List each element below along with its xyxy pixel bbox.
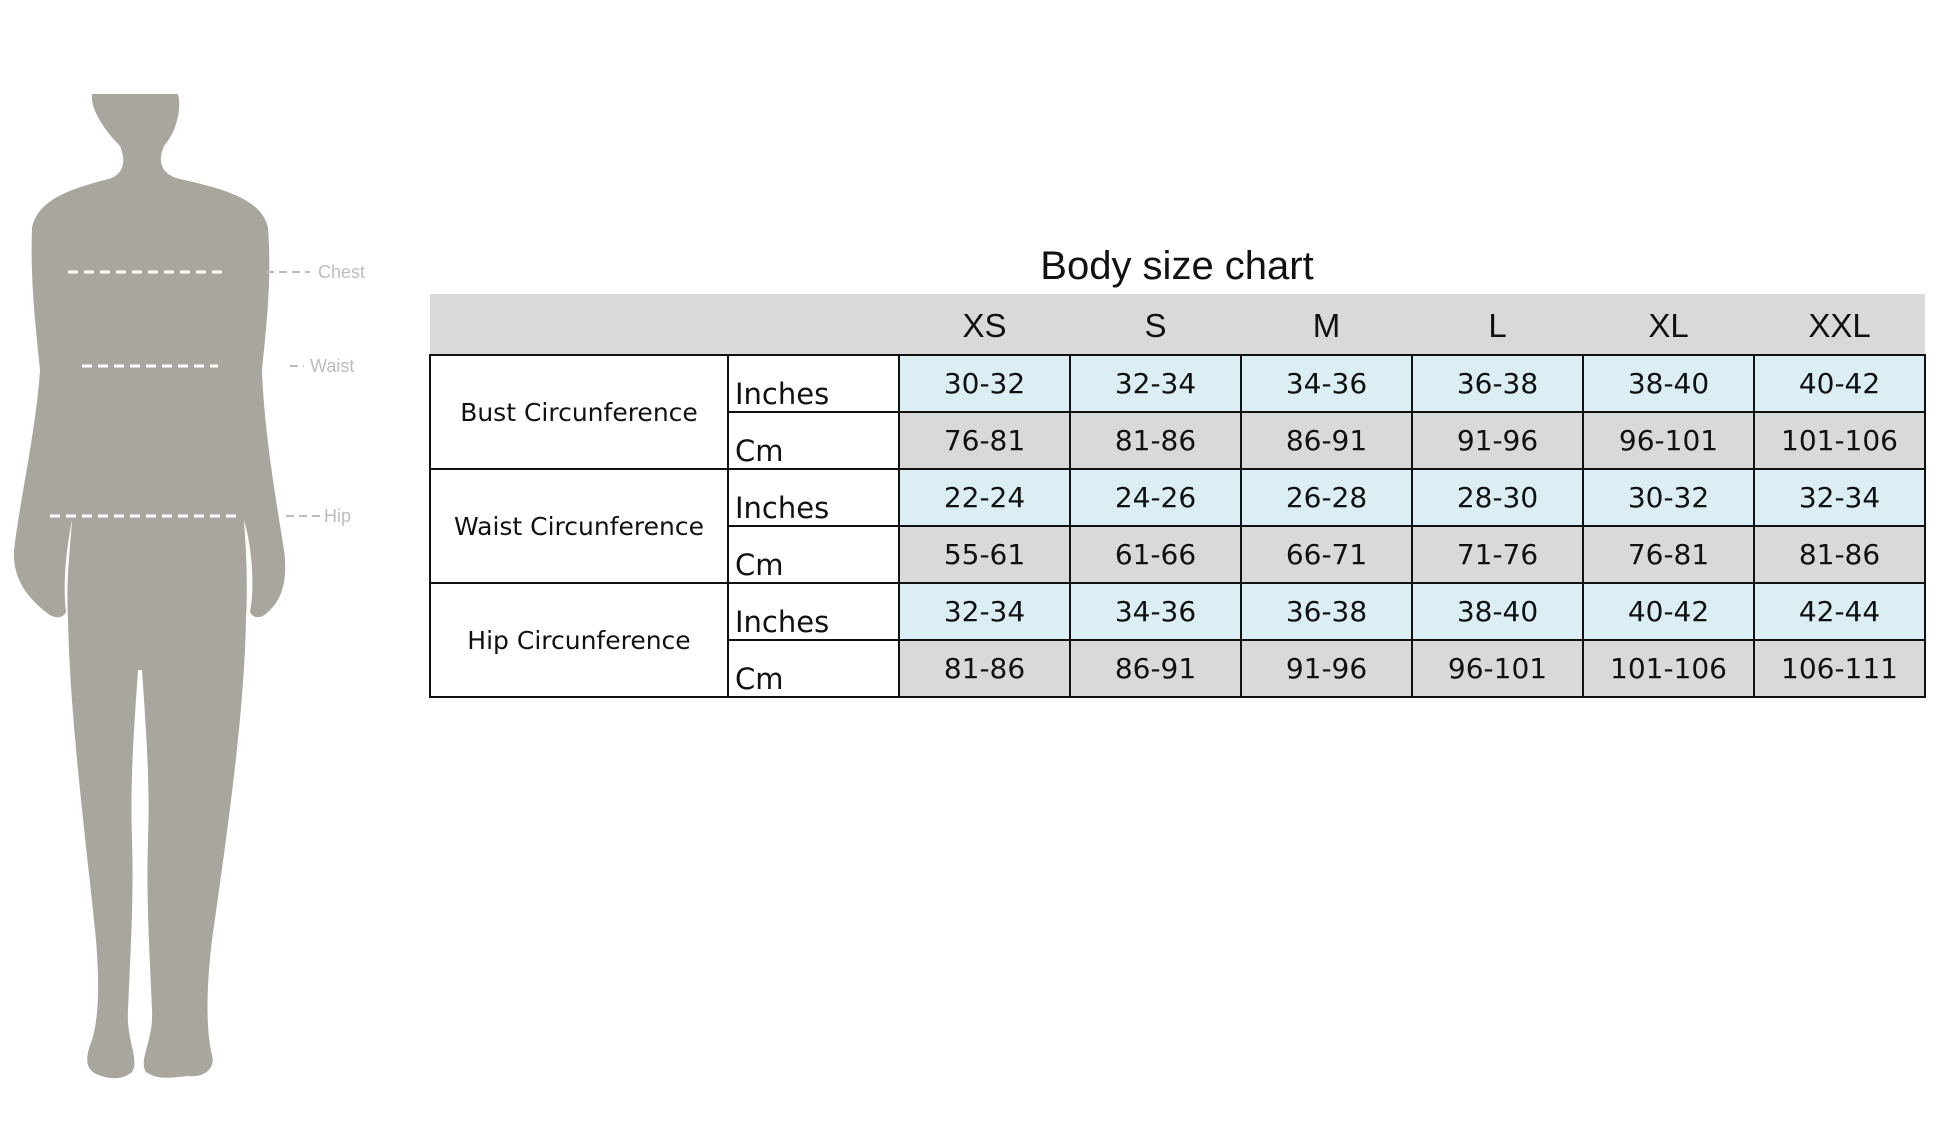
size-header-row	[430, 294, 1925, 355]
value-cell: 32-34	[899, 583, 1070, 640]
unit-label-cm: Cm	[728, 412, 899, 469]
size-header-xs: XS	[899, 294, 1070, 355]
value-cell: 96-101	[1412, 640, 1583, 697]
size-header-l: L	[1412, 294, 1583, 355]
header-empty-cell	[728, 294, 899, 355]
value-cell: 81-86	[1070, 412, 1241, 469]
chest-measure-label: Chest	[318, 262, 366, 282]
value-cell: 34-36	[1070, 583, 1241, 640]
unit-label-inches: Inches	[728, 355, 899, 412]
hip-measure-label: Hip	[324, 506, 352, 526]
value-cell: 76-81	[1583, 526, 1754, 583]
unit-label-inches: Inches	[728, 583, 899, 640]
value-cell: 32-34	[1070, 355, 1241, 412]
size-header-xxl: XXL	[1754, 294, 1925, 355]
value-cell: 40-42	[1583, 583, 1754, 640]
value-cell: 55-61	[899, 526, 1070, 583]
value-cell: 38-40	[1583, 355, 1754, 412]
silhouette-shape	[14, 94, 285, 1078]
value-cell: 22-24	[899, 469, 1070, 526]
size-header-xl: XL	[1583, 294, 1754, 355]
value-cell: 28-30	[1412, 469, 1583, 526]
size-chart-table	[429, 294, 1926, 698]
value-cell: 101-106	[1583, 640, 1754, 697]
header-empty-cell	[430, 294, 728, 355]
value-cell: 26-28	[1241, 469, 1412, 526]
value-cell: 71-76	[1412, 526, 1583, 583]
bust-group-label: Bust Circunference	[430, 355, 728, 469]
chart-title: Body size chart	[1040, 244, 1314, 288]
value-cell: 91-96	[1412, 412, 1583, 469]
hip-inches-row	[430, 583, 1925, 640]
waist-measure-label: Waist	[310, 356, 355, 376]
value-cell: 61-66	[1070, 526, 1241, 583]
size-header-m: M	[1241, 294, 1412, 355]
value-cell: 81-86	[899, 640, 1070, 697]
unit-label-cm: Cm	[728, 526, 899, 583]
body-silhouette-icon	[0, 80, 400, 1120]
value-cell: 34-36	[1241, 355, 1412, 412]
waist-inches-row	[430, 469, 1925, 526]
value-cell: 66-71	[1241, 526, 1412, 583]
body-silhouette-figure	[0, 80, 400, 1120]
value-cell: 36-38	[1241, 583, 1412, 640]
value-cell: 81-86	[1754, 526, 1925, 583]
bust-inches-row	[430, 355, 1925, 412]
value-cell: 32-34	[1754, 469, 1925, 526]
unit-label-inches: Inches	[728, 469, 899, 526]
value-cell: 101-106	[1754, 412, 1925, 469]
value-cell: 42-44	[1754, 583, 1925, 640]
hip-group-label: Hip Circunference	[430, 583, 728, 697]
value-cell: 86-91	[1241, 412, 1412, 469]
value-cell: 96-101	[1583, 412, 1754, 469]
value-cell: 76-81	[899, 412, 1070, 469]
value-cell: 86-91	[1070, 640, 1241, 697]
value-cell: 40-42	[1754, 355, 1925, 412]
value-cell: 30-32	[899, 355, 1070, 412]
value-cell: 38-40	[1412, 583, 1583, 640]
value-cell: 106-111	[1754, 640, 1925, 697]
size-header-s: S	[1070, 294, 1241, 355]
waist-group-label: Waist Circunference	[430, 469, 728, 583]
value-cell: 91-96	[1241, 640, 1412, 697]
value-cell: 36-38	[1412, 355, 1583, 412]
value-cell: 30-32	[1583, 469, 1754, 526]
unit-label-cm: Cm	[728, 640, 899, 697]
value-cell: 24-26	[1070, 469, 1241, 526]
